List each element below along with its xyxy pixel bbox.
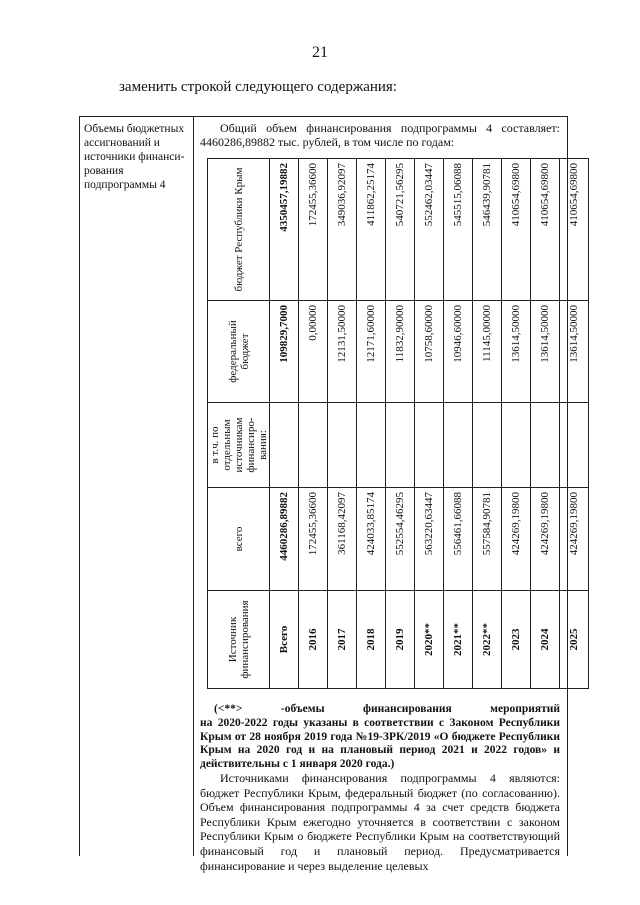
separate-cell [502, 403, 531, 488]
intro-text: заменить строкой следующего содержания: [119, 79, 397, 95]
year-cell: 2022** [473, 591, 502, 689]
crimea-cell: 410654,69800 [560, 159, 589, 301]
separate-cell [299, 403, 328, 488]
left-cell: Объемы бюджетных ассигнований и источники финанси-рования подпрограммы 4 [79, 116, 194, 856]
separate-cell [473, 403, 502, 488]
table-row [502, 159, 531, 689]
separate-cell [328, 403, 357, 488]
federal-cell: 13614,50000 [560, 301, 589, 403]
separate-cell [444, 403, 473, 488]
crimea-cell: 552462,03447 [415, 159, 444, 301]
table-row [415, 159, 444, 689]
federal-cell: 0,00000 [299, 301, 328, 403]
funding-sources-text [200, 771, 560, 873]
header-crimea: бюджет Республики Крым [208, 159, 270, 301]
header-total: всего [208, 488, 270, 591]
footnote [200, 703, 560, 772]
separate-cell [560, 403, 589, 488]
total-cell: 424269,19800 [560, 488, 589, 591]
year-cell: 2020** [415, 591, 444, 689]
crimea-cell: 411862,25174 [357, 159, 386, 301]
funding-sources-rest: бюджет Республики Крым, федеральный бюджет (по согласованию). Объем финансирования подпрограммы 4 за счет средств бюджета Республики Крым ежегодно уточняется в соответствии с законом Республики Крым о бюджете Республики Крым на соответствующий финансовый год и плановый период. Предусматривается финансирование и через выделение целевых [200, 785, 560, 873]
year-cell: 2017 [328, 591, 357, 689]
year-cell: 2025 [560, 591, 589, 689]
year-cell: 2018 [357, 591, 386, 689]
total-cell: 424269,19800 [531, 488, 560, 591]
total-cell: 361168,42097 [328, 488, 357, 591]
funding-table [207, 158, 589, 689]
federal-cell: 11145,00000 [473, 301, 502, 403]
crimea-cell: 4350457,19882 [270, 159, 299, 301]
funding-summary [200, 121, 560, 149]
header-federal: федеральный бюджет [208, 301, 270, 403]
table-row [473, 159, 502, 689]
funding-sources-first-line: Источниками финансирования подпрограммы 4 являются: [220, 771, 560, 785]
total-cell: 552554,46295 [386, 488, 415, 591]
total-cell: 424269,19800 [502, 488, 531, 591]
crimea-cell: 410654,69800 [502, 159, 531, 301]
total-cell: 557584,90781 [473, 488, 502, 591]
table-row [444, 159, 473, 689]
separate-cell [386, 403, 415, 488]
separate-cell [531, 403, 560, 488]
total-cell: 563220,63447 [415, 488, 444, 591]
table-row [560, 159, 589, 689]
crimea-cell: 546439,90781 [473, 159, 502, 301]
funding-table-wrapper [207, 159, 580, 689]
federal-cell: 12171,60000 [357, 301, 386, 403]
separate-cell [357, 403, 386, 488]
crimea-cell: 540721,56295 [386, 159, 415, 301]
table-row [386, 159, 415, 689]
year-cell: 2024 [531, 591, 560, 689]
header-separate-sources: в т.ч. по отдельным источникам финансиро-вания: [208, 403, 270, 488]
year-cell: 2016 [299, 591, 328, 689]
table-row [328, 159, 357, 689]
crimea-cell: 410654,69800 [531, 159, 560, 301]
year-cell: 2023 [502, 591, 531, 689]
year-cell: 2021** [444, 591, 473, 689]
funding-summary-rest: 4460286,89882 тыс. рублей, в том числе по годам: [200, 135, 455, 149]
page-number: 21 [312, 44, 328, 61]
right-cell [193, 116, 580, 873]
crimea-cell: 349036,92097 [328, 159, 357, 301]
table-row [270, 159, 299, 689]
total-cell: 424033,85174 [357, 488, 386, 591]
total-cell: 4460286,89882 [270, 488, 299, 591]
funding-summary-first-line: Общий объем финансирования подпрограммы 4 составляет: [220, 121, 560, 135]
crimea-cell: 545515,06088 [444, 159, 473, 301]
year-cell: Всего [270, 591, 299, 689]
total-cell: 556461,66088 [444, 488, 473, 591]
table-row [299, 159, 328, 689]
separate-cell [270, 403, 299, 488]
separate-cell [415, 403, 444, 488]
year-cell: 2019 [386, 591, 415, 689]
table-row [531, 159, 560, 689]
federal-cell: 11832,90000 [386, 301, 415, 403]
federal-cell: 13614,50000 [531, 301, 560, 403]
total-cell: 172455,36600 [299, 488, 328, 591]
table-row [357, 159, 386, 689]
federal-cell: 12131,50000 [328, 301, 357, 403]
federal-cell: 109829,7000 [270, 301, 299, 403]
federal-cell: 10758,60000 [415, 301, 444, 403]
footnote-first-line: (<**> -объемы финансирования мероприятий [214, 703, 560, 715]
header-source: Источник финансирования [208, 591, 270, 689]
crimea-cell: 172455,36600 [299, 159, 328, 301]
federal-cell: 13614,50000 [502, 301, 531, 403]
federal-cell: 10946,60000 [444, 301, 473, 403]
footnote-rest: на 2020-2022 годы указаны в соответствии с Законом Республики Крым от 28 ноября 2019 года №19-ЗРК/2019 «О бюджете Республики Крым на 2020 год и на плановый период 2021 и 2022 годов» и действительны с 1 января 2020 года.) [200, 716, 560, 771]
